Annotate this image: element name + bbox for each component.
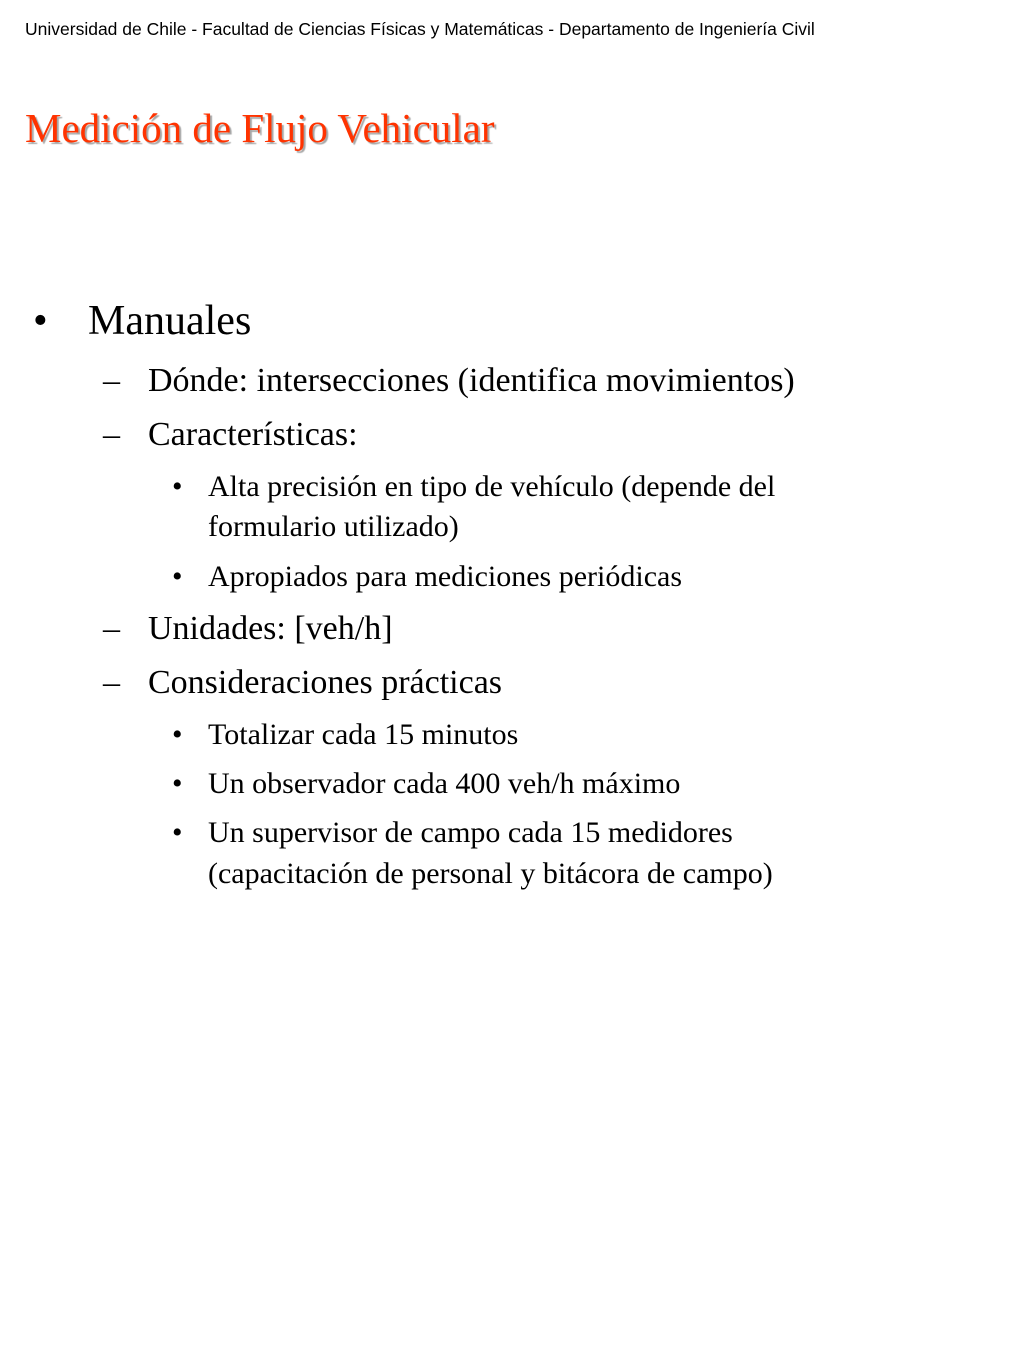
bullet-manuales: Manuales [88,298,252,344]
bullet-marker: • [172,816,183,849]
subitem-donde: Dónde: intersecciones (identifica movimientos) [148,362,795,399]
bullet-marker: • [172,767,183,800]
detail-totalizar: Totalizar cada 15 minutos [208,718,519,751]
detail-observador: Un observador cada 400 veh/h máximo [208,767,681,800]
bullet-marker: • [172,718,183,751]
dash-marker: – [103,664,120,701]
dash-marker: – [103,416,120,453]
detail-alta-precision-line1: Alta precisión en tipo de vehículo (depende del [208,470,776,503]
bullet-marker: • [33,298,48,344]
subitem-caracteristicas: Características: [148,416,358,453]
subitem-consideraciones: Consideraciones prácticas [148,664,503,701]
dash-marker: – [103,362,120,399]
dash-marker: – [103,610,120,647]
detail-supervisor-line1: Un supervisor de campo cada 15 medidores [208,816,733,849]
detail-apropiados: Apropiados para mediciones periódicas [208,560,683,593]
header-affiliation: Universidad de Chile - Facultad de Ciencias Físicas y Matemáticas - Departamento de Ingeniería Civil [25,19,815,39]
detail-alta-precision-line2: formulario utilizado) [208,510,459,543]
subitem-unidades: Unidades: [veh/h] [148,610,393,647]
bullet-marker: • [172,560,183,593]
detail-supervisor-line2: (capacitación de personal y bitácora de campo) [208,857,773,890]
bullet-marker: • [172,470,183,503]
slide-title: Medición de Flujo Vehicular [25,105,495,151]
